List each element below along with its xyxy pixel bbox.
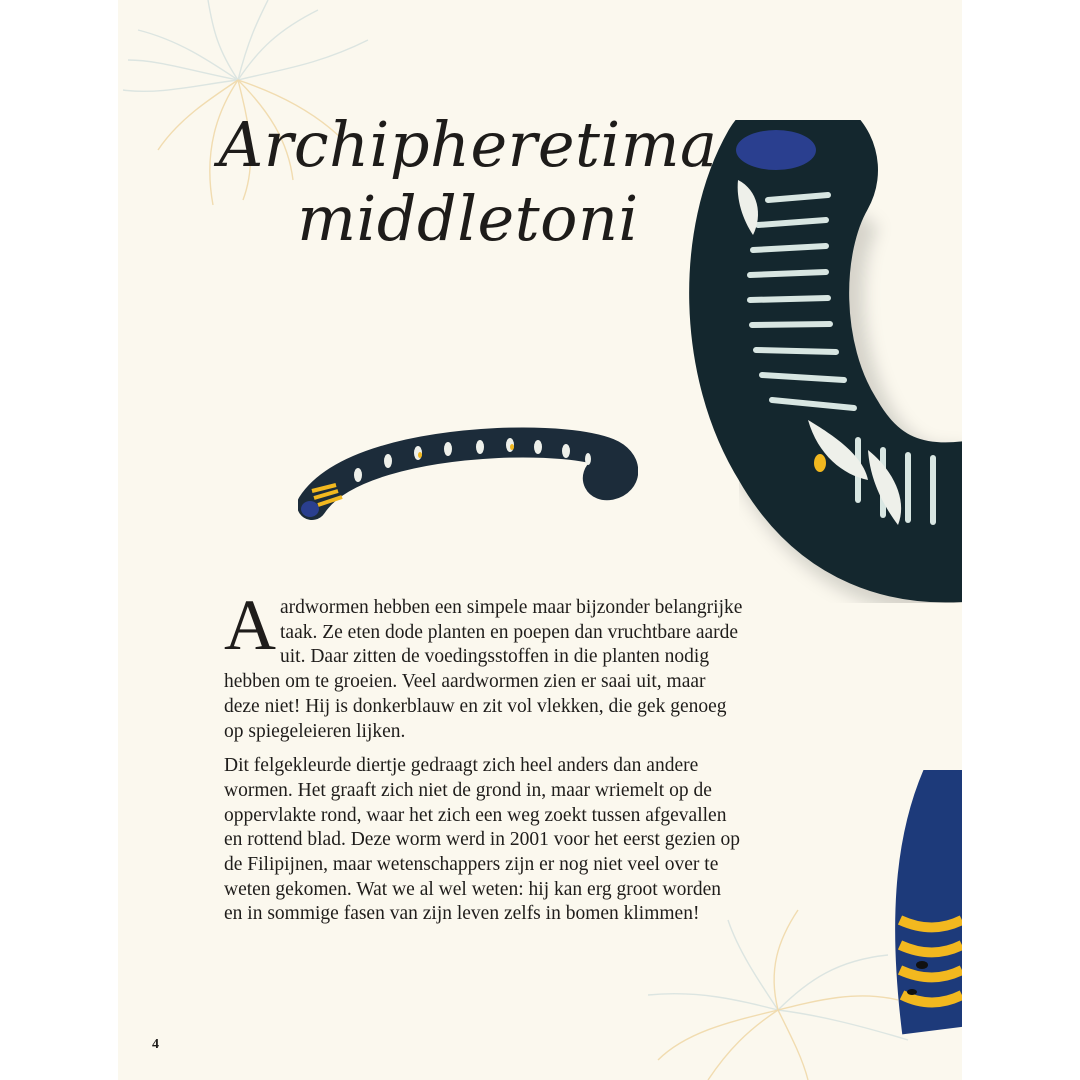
- body-text: [224, 585, 744, 937]
- book-page: [118, 0, 962, 1080]
- worm-illustration-tail: [882, 770, 962, 1050]
- page-title: [218, 108, 718, 256]
- drop-cap: A: [224, 585, 276, 665]
- title-line-2: middletoni: [297, 182, 639, 255]
- paragraph-2: Dit felgekleurde diertje gedraagt zich heel anders dan andere wormen. Het graaft zich niet de grond in, maar wriemelt op de oppervlakte rond, waar het zich een weg zoekt tussen afgevallen en rottend blad. Deze worm werd in 2001 voor het eerst gezien op de Filipijnen, maar wetenschappers zijn er nog niet veel over te weten gekomen. Wat we al wel weten: hij kan erg groot worden en in sommige fasen van zijn leven zelfs in bomen klimmen!: [224, 755, 741, 925]
- worm-illustration-small: [298, 425, 638, 530]
- page-number: 4: [152, 1037, 159, 1052]
- paragraph-1-text: ardwormen hebben een simpele maar bijzonder belangrijke taak. Ze eten dode planten en poepen dan vruchtbare aarde uit. Daar zitten de voedingsstoffen in die planten nodig hebben om te groeien. Veel aardwormen zien er saai uit, maar deze niet! Hij is donkerblauw en zit vol vlekken, die gek genoeg op spiegeleieren lijken.: [224, 597, 743, 742]
- worm-illustration-closeup: [658, 120, 962, 620]
- paragraph-1: [224, 585, 744, 744]
- title-line-1: Archipheretima: [218, 108, 718, 181]
